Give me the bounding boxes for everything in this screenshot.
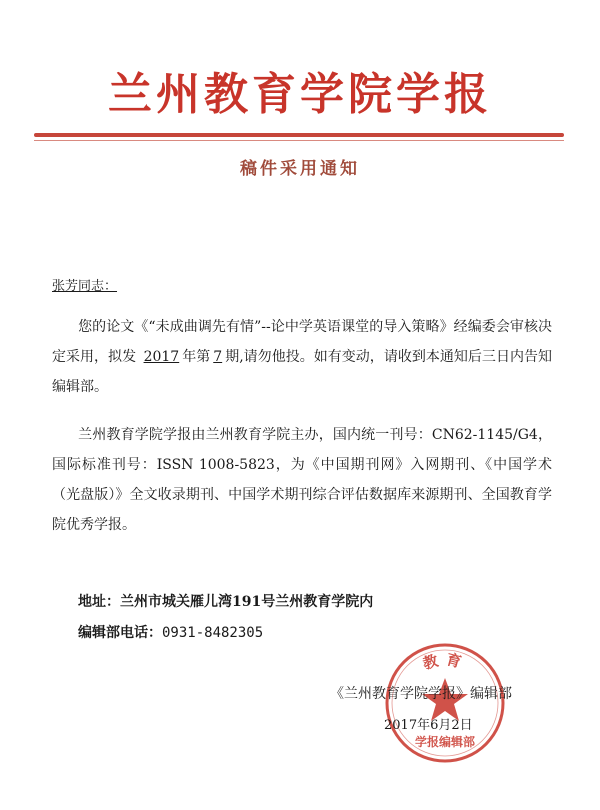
phone-value: 0931-8482305	[162, 625, 264, 641]
salutation: 张芳同志：	[52, 279, 118, 294]
journal-masthead: 兰州教育学院学报	[108, 69, 492, 120]
address-value: 兰州市城关雁儿湾191号兰州教育学院内	[120, 594, 374, 610]
svg-text:教育	[421, 650, 469, 673]
stamp-bottom-text: 学报编辑部	[414, 735, 476, 749]
year-suffix: 年第	[182, 349, 211, 365]
journal-info-text: 兰州教育学院学报由兰州教育学院主办，国内统一刊号：CN62-1145/G4，国际标准刊号：ISSN 1008-5823，为《中国期刊网》入网期刊、《中国学术（光盘版）》全文收录期刊、中国学术期刊综合评估数据库来源期刊、全国教育学院优秀学报。	[52, 427, 552, 533]
acceptance-paragraph	[52, 312, 552, 402]
address-label: 地址：	[78, 594, 120, 610]
p1-review: 》经编委会审核决定采用，拟发	[52, 319, 553, 365]
masthead-rule	[34, 133, 564, 137]
issue-number: 7	[213, 349, 223, 365]
phone-label: 编辑部电话：	[78, 625, 162, 641]
editorial-seal-stamp	[382, 640, 508, 766]
p1-intro: 您的论文《	[78, 319, 149, 335]
masthead-rule-thin	[34, 140, 564, 141]
issue-year: 2017	[143, 349, 180, 365]
p1-closing: 期,请勿他投。如有变动，请收到本通知后三日内告知编辑部。	[52, 349, 552, 395]
phone-line	[78, 622, 263, 642]
address-line	[78, 591, 373, 611]
journal-info-paragraph	[52, 420, 552, 540]
date: 2017年6月2日	[384, 718, 473, 733]
stamp-top-text: 教育	[420, 650, 470, 673]
notice-title: 稿件采用通知	[240, 159, 360, 179]
signature: 《兰州教育学院学报》编辑部	[330, 686, 512, 702]
paper-title: “未成曲调先有情”--论中学英语课堂的导入策略	[148, 319, 440, 335]
